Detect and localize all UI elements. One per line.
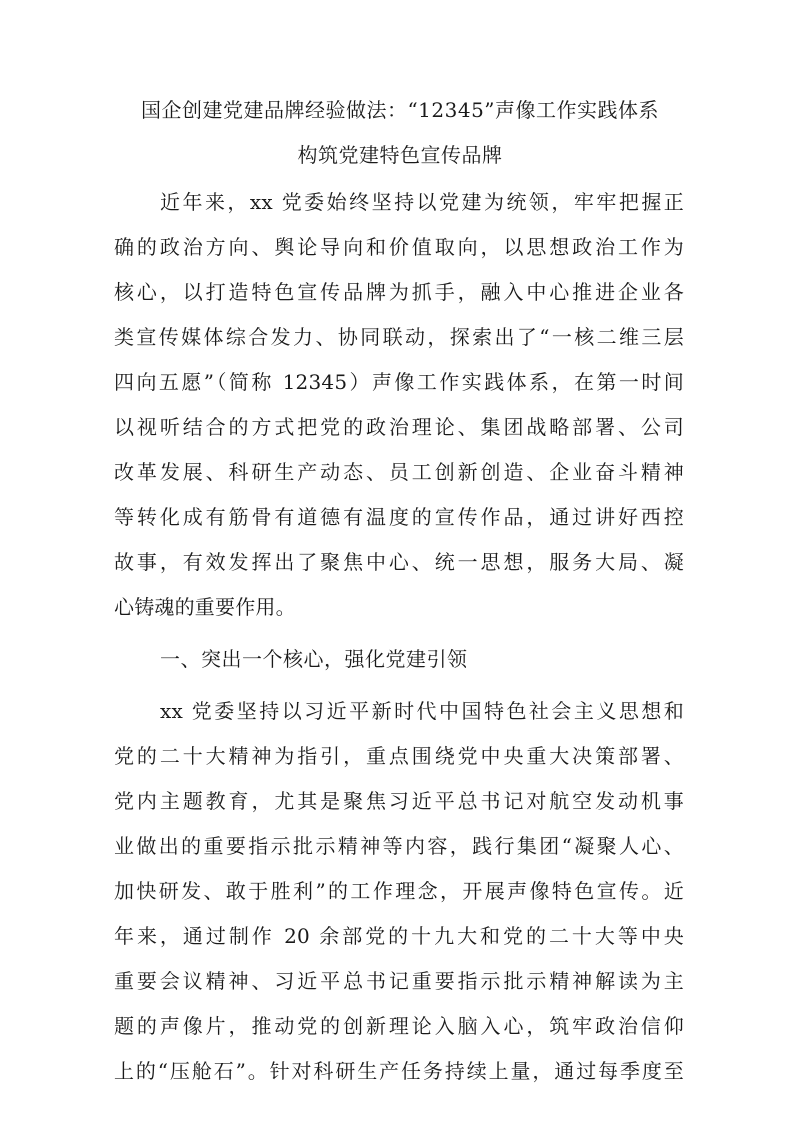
paragraph-2-line: 党的二十大精神为指引，重点围绕党中央重大决策部署、 [114,744,684,768]
paragraph-1-line: 核心，以打造特色宣传品牌为抓手，融入中心推进企业各 [114,280,684,304]
paragraph-1-line: 以视听结合的方式把党的政治理论、集团战略部署、公司 [114,415,684,439]
paragraph-1-line: 等转化成有筋骨有道德有温度的宣传作品，通过讲好西控 [114,505,684,529]
paragraph-1-line: 故事，有效发挥出了聚焦中心、统一思想，服务大局、凝 [114,550,684,574]
paragraph-1-line: 改革发展、科研生产动态、员工创新创造、企业奋斗精神 [114,460,684,484]
paragraph-1-line: 确的政治方向、舆论导向和价值取向，以思想政治工作为 [114,235,684,259]
paragraph-2-line: 年来，通过制作 20 余部党的十九大和党的二十大等中央 [114,924,684,948]
paragraph-2-line: 业做出的重要指示批示精神等内容，践行集团“凝聚人心、 [114,834,684,858]
paragraph-1-line: 四向五愿”（简称 12345）声像工作实践体系，在第一时间 [114,370,684,394]
document-title-line-1: 国企创建党建品牌经验做法：“12345”声像工作实践体系 [140,98,660,122]
paragraph-1-line: 近年来，xx 党委始终坚持以党建为统领，牢牢把握正 [160,190,684,214]
paragraph-1-line: 类宣传媒体综合发力、协同联动，探索出了“一核二维三层 [114,325,684,349]
paragraph-2-line: 上的“压舱石”。针对科研生产任务持续上量，通过每季度至 [114,1059,684,1083]
paragraph-1-line: 心铸魂的重要作用。 [114,595,296,619]
paragraph-2-line: 加快研发、敢于胜利”的工作理念，开展声像特色宣传。近 [114,879,684,903]
document-title-line-2: 构筑党建特色宣传品牌 [297,143,503,167]
paragraph-2-line: 重要会议精神、习近平总书记重要指示批示精神解读为主 [114,969,684,993]
paragraph-2-line: 党内主题教育，尤其是聚焦习近平总书记对航空发动机事 [114,789,684,813]
paragraph-2-line: 题的声像片，推动党的创新理论入脑入心，筑牢政治信仰 [114,1014,684,1038]
section-1-heading: 一、突出一个核心，强化党建引领 [160,647,468,671]
paragraph-2-line: xx 党委坚持以习近平新时代中国特色社会主义思想和 [160,699,684,723]
